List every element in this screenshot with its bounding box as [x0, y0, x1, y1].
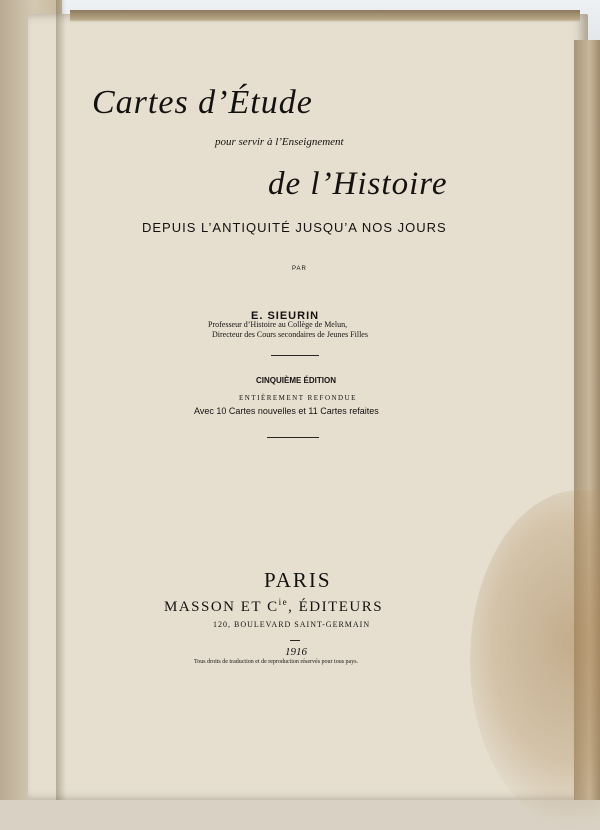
divider-3 [290, 640, 300, 641]
author-affiliation-1: Professeur d’Histoire au Collège de Melun, [208, 320, 348, 329]
title-subtitle: pour servir à l’Enseignement [215, 136, 344, 148]
title-line-2: de l’Histoire [268, 166, 448, 202]
imprint-publisher [164, 597, 383, 616]
imprint-address: 120, BOULEVARD SAINT-GERMAIN [213, 620, 371, 629]
author-name: E. SIEURIN [251, 310, 320, 322]
publisher-main: MASSON ET C [164, 599, 279, 615]
edition-label: CINQUIÈME ÉDITION [256, 376, 337, 385]
divider-1 [271, 355, 319, 356]
imprint-year: 1916 [285, 646, 307, 658]
spine-shadow [56, 0, 66, 800]
divider-2 [267, 437, 319, 438]
by-label: PAR [292, 266, 307, 272]
title-line-1: Cartes d’Étude [92, 84, 313, 121]
maps-note: Avec 10 Cartes nouvelles et 11 Cartes refaites [194, 406, 379, 416]
rights-notice: Tous droits de traduction et de reproduction réservés pour tous pays. [194, 659, 359, 665]
page-top-edge [70, 10, 580, 22]
period-line: DEPUIS L’ANTIQUITÉ JUSQU’A NOS JOURS [142, 220, 447, 235]
edition-revision: ENTIÈREMENT REFONDUE [239, 394, 357, 402]
publisher-sup: ie [278, 597, 289, 607]
imprint-city: PARIS [264, 568, 332, 592]
author-affiliation-2: Directeur des Cours secondaires de Jeunes Filles [212, 330, 368, 339]
publisher-suffix: , ÉDITEURS [288, 599, 384, 615]
